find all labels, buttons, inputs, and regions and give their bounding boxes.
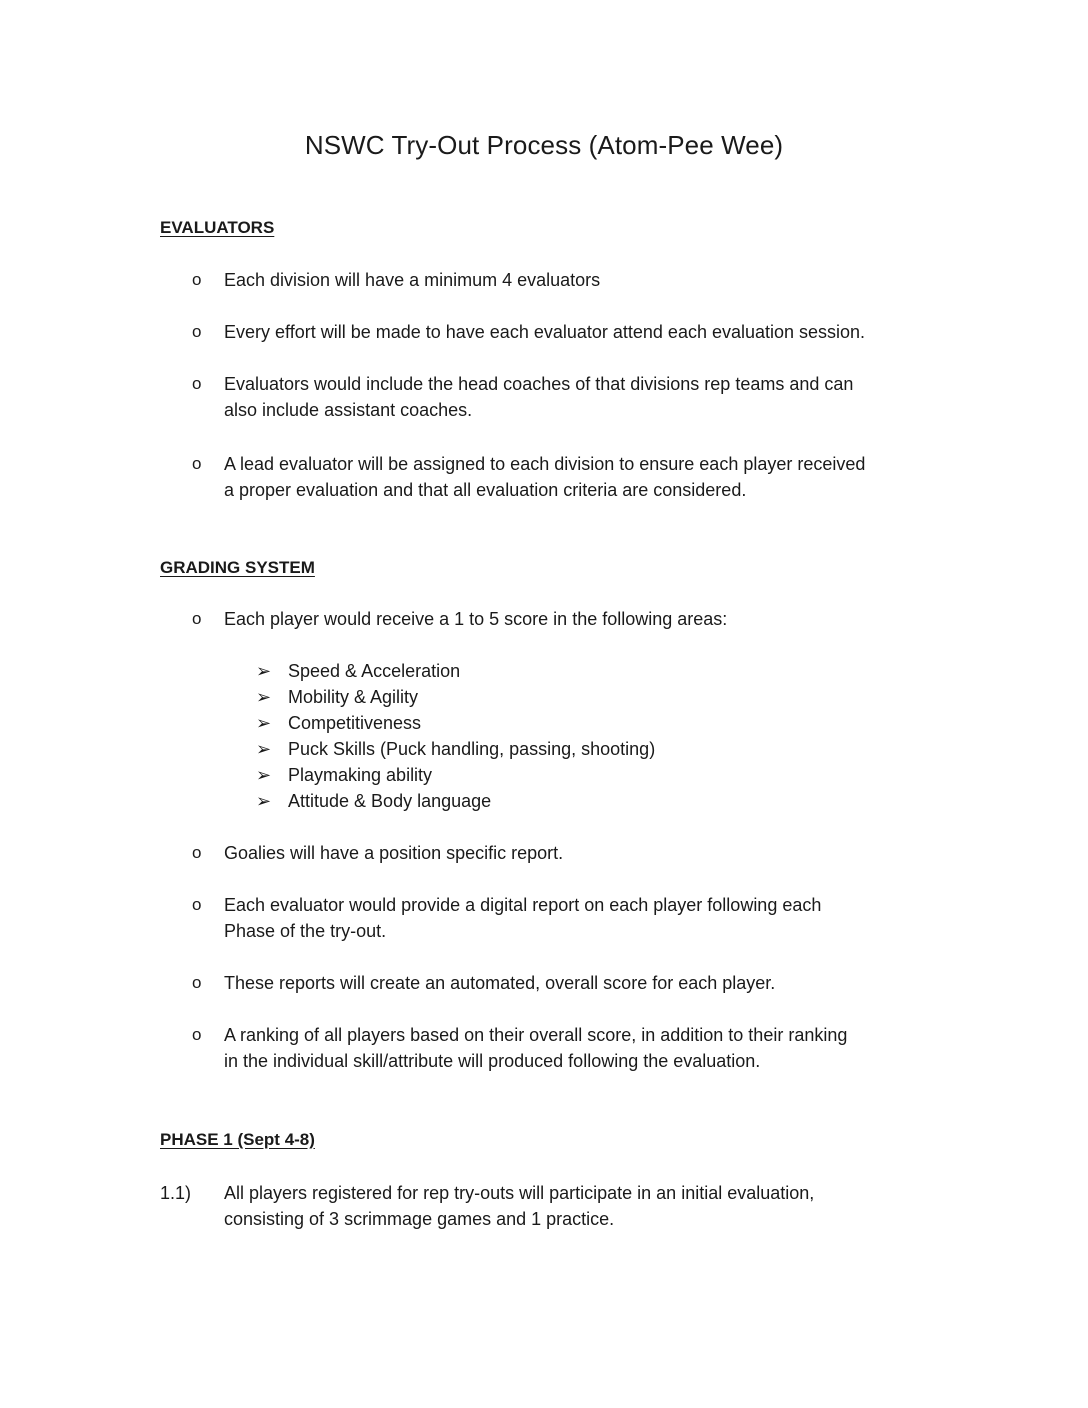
bullet-marker: o — [192, 1025, 202, 1044]
list-item-line: in the individual skill/attribute will produced following the evaluation. — [224, 1051, 761, 1071]
list-item-line: Evaluators would include the head coaches of that divisions rep teams and can — [224, 374, 854, 394]
sub-list-item: Speed & Acceleration — [288, 661, 461, 681]
list-item: Each division will have a minimum 4 evaluators — [224, 270, 601, 290]
document-title: NSWC Try-Out Process (Atom-Pee Wee) — [304, 130, 784, 160]
list-item-line: also include assistant coaches. — [224, 400, 473, 420]
list-item-line: a proper evaluation and that all evaluation criteria are considered. — [224, 480, 747, 500]
sub-list-item: Puck Skills (Puck handling, passing, shooting) — [288, 739, 656, 759]
arrow-bullet-icon: ➢ — [256, 661, 272, 681]
list-item — [224, 451, 944, 503]
arrow-bullet-icon: ➢ — [256, 713, 272, 733]
list-item-line: Phase of the try-out. — [224, 921, 387, 941]
list-item-line: A lead evaluator will be assigned to each division to ensure each player received — [224, 454, 866, 474]
list-item: Goalies will have a position specific report. — [224, 843, 564, 863]
list-item: These reports will create an automated, overall score for each player. — [224, 973, 776, 993]
arrow-bullet-icon: ➢ — [256, 687, 272, 707]
bullet-marker: o — [192, 843, 202, 862]
bullet-marker: o — [192, 322, 202, 341]
bullet-marker: o — [192, 895, 202, 914]
sub-list-item: Playmaking ability — [288, 765, 433, 785]
bullet-marker: o — [192, 973, 202, 992]
section-heading-phase-1: PHASE 1 (Sept 4-8) — [160, 1130, 315, 1149]
sub-list-item: Competitiveness — [288, 713, 422, 733]
list-item-line: A ranking of all players based on their overall score, in addition to their ranking — [224, 1025, 848, 1045]
list-item — [224, 892, 944, 944]
list-item — [224, 371, 944, 423]
sub-list-item: Mobility & Agility — [288, 687, 419, 707]
section-heading-grading-system: GRADING SYSTEM — [160, 558, 315, 577]
list-item-line: Each evaluator would provide a digital report on each player following each — [224, 895, 822, 915]
bullet-marker: o — [192, 374, 202, 393]
numbered-item — [224, 1180, 944, 1232]
bullet-marker: o — [192, 454, 202, 473]
sub-list-item: Attitude & Body language — [288, 791, 492, 811]
item-number: 1.1) — [160, 1183, 192, 1203]
arrow-bullet-icon: ➢ — [256, 791, 272, 811]
section-heading-evaluators: EVALUATORS — [160, 218, 275, 237]
bullet-marker: o — [192, 609, 202, 628]
list-item: Each player would receive a 1 to 5 score in the following areas: — [224, 609, 728, 629]
arrow-bullet-icon: ➢ — [256, 739, 272, 759]
numbered-item-line: All players registered for rep try-outs will participate in an initial evaluation, — [224, 1183, 815, 1203]
list-item: Every effort will be made to have each evaluator attend each evaluation session. — [224, 322, 866, 342]
arrow-bullet-icon: ➢ — [256, 765, 272, 785]
list-item — [224, 1022, 944, 1074]
bullet-marker: o — [192, 270, 202, 289]
numbered-item-line: consisting of 3 scrimmage games and 1 practice. — [224, 1209, 615, 1229]
